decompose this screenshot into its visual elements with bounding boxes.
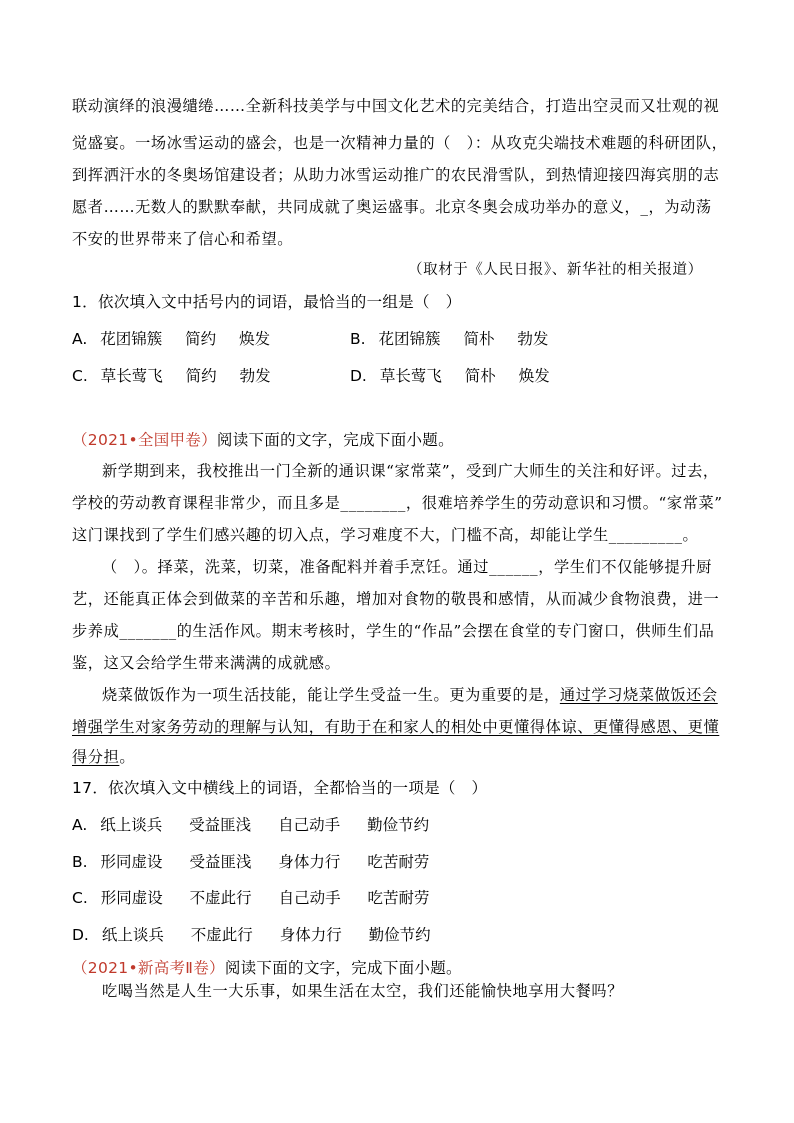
option-word: 不虚此行 (189, 889, 252, 907)
option-word: 草长莺飞 (379, 367, 442, 385)
last-para-underlined-3: 得分担 (72, 748, 120, 766)
section3-instruction: 阅读下面的文字，完成下面小题。 (224, 959, 462, 977)
option-word: 勃发 (239, 367, 271, 385)
q1-option-a[interactable] (72, 327, 270, 349)
option-word: 花团锦簇 (100, 330, 163, 348)
option-letter: C. (72, 889, 88, 907)
passage1-line-4: 愿者……无数人的默默奉献，共同成就了奥运盛事。北京冬奥会成功举办的意义，_，为动荡 (72, 198, 712, 216)
section2-header (72, 428, 454, 450)
option-letter: C. (72, 367, 88, 385)
option-word: 简约 (185, 367, 217, 385)
option-word: 简约 (185, 330, 217, 348)
option-word: 草长莺飞 (100, 367, 163, 385)
option-word: 勃发 (517, 330, 549, 348)
option-letter: D. (72, 926, 89, 944)
passage1-line-5: 不安的世界带来了信心和希望。 (72, 230, 294, 248)
option-letter: A. (72, 816, 88, 834)
passage1-line-1: 联动演绎的浪漫缱绻……全新科技美学与中国文化艺术的完美结合，打造出空灵而又壮观的视 (72, 97, 720, 115)
option-word: 焕发 (239, 330, 271, 348)
section2-line-2: 学校的劳动教育课程非常少，而且多是________，很难培养学生的劳动意识和习惯。“家常菜” (72, 494, 723, 512)
last-para-end: 。 (119, 748, 136, 766)
option-word: 身体力行 (279, 926, 342, 944)
section3-first-line: 吃喝当然是人生一大乐事，如果生活在太空，我们还能愉快地享用大餐吗？ (102, 982, 623, 1000)
q1-option-c[interactable] (72, 364, 271, 386)
section2-line-7: 鉴，这又会给学生带来满满的成就感。 (72, 654, 341, 672)
option-word: 形同虚设 (100, 889, 163, 907)
option-letter: D. (350, 367, 367, 385)
option-word: 纸上谈兵 (100, 816, 163, 834)
section2-instruction: 阅读下面的文字，完成下面小题。 (216, 431, 454, 449)
section2-last-para-line-1 (102, 684, 718, 705)
passage1-source: （取材于《人民日报》、新华社的相关报道） (408, 262, 703, 278)
option-word: 受益匪浅 (189, 853, 252, 871)
option-word: 自己动手 (278, 889, 341, 907)
section2-line-4: （ ）。择菜，洗菜，切菜，准备配料并着手烹饪。通过______，学生们不仅能够提升厨 (102, 558, 712, 576)
option-word: 简朴 (463, 330, 495, 348)
option-word: 吃苦耐劳 (367, 889, 430, 907)
q1-option-d[interactable] (350, 364, 550, 386)
section2-tag: （2021•全国甲卷） (72, 431, 217, 449)
option-word: 勤俭节约 (367, 816, 430, 834)
q17-stem: 17．依次填入文中横线上的词语，全都恰当的一项是（ ） (72, 779, 488, 797)
passage1-line-3: 到挥洒汗水的冬奥场馆建设者；从助力冰雪运动推广的农民滑雪队，到热情迎接四海宾朋的志 (72, 166, 720, 184)
section3-header (72, 956, 462, 978)
section3-tag: （2021•新高考Ⅱ卷） (72, 959, 225, 977)
last-para-plain: 烧菜做饭作为一项生活技能，能让学生受益一生。更为重要的是， (102, 686, 560, 704)
option-letter: B. (350, 330, 366, 348)
section2-last-para-line-3 (72, 746, 135, 767)
section2-line-5: 艺，还能真正体会到做菜的辛苦和乐趣，增加对食物的敬畏和感情，从而减少食物浪费，进一 (72, 590, 720, 608)
section2-line-6: 步养成_______的生活作风。期末考核时，学生的“作品”会摆在食堂的专门窗口，供师生们品 (72, 622, 715, 640)
option-word: 不虚此行 (190, 926, 253, 944)
q17-option-a[interactable] (72, 813, 429, 835)
option-word: 勤俭节约 (368, 926, 431, 944)
passage1-line-2: 觉盛宴。一场冰雪运动的盛会，也是一次精神力量的（ ）：从攻克尖端技术难题的科研团队， (72, 134, 728, 152)
option-word: 简朴 (464, 367, 496, 385)
option-word: 受益匪浅 (189, 816, 252, 834)
q17-option-c[interactable] (72, 886, 430, 908)
section2-line-3: 这门课找到了学生们感兴趣的切入点，学习难度不大，门槛不高，却能让学生_________。 (72, 526, 699, 544)
option-letter: B. (72, 853, 88, 871)
option-word: 花团锦簇 (378, 330, 441, 348)
option-word: 焕发 (518, 367, 550, 385)
q17-option-b[interactable] (72, 850, 429, 872)
q17-option-d[interactable] (72, 923, 431, 945)
option-word: 自己动手 (278, 816, 341, 834)
option-word: 形同虚设 (100, 853, 163, 871)
option-word: 吃苦耐劳 (367, 853, 430, 871)
option-word: 身体力行 (278, 853, 341, 871)
section2-line-1: 新学期到来，我校推出一门全新的通识课“家常菜”，受到广大师生的关注和好评。过去， (102, 462, 719, 480)
section2-last-para-line-2 (72, 716, 719, 737)
q1-stem: 1．依次填入文中括号内的词语，最恰当的一组是（ ） (72, 293, 462, 311)
last-para-underlined-2: 增强学生对家务劳动的理解与认知，有助于在和家人的相处中更懂得体谅、更懂得感恩、更懂 (72, 718, 720, 736)
option-letter: A. (72, 330, 88, 348)
q1-option-b[interactable] (350, 327, 548, 349)
option-word: 纸上谈兵 (101, 926, 164, 944)
last-para-underlined-1: 通过学习烧菜做饭还会 (559, 686, 718, 704)
